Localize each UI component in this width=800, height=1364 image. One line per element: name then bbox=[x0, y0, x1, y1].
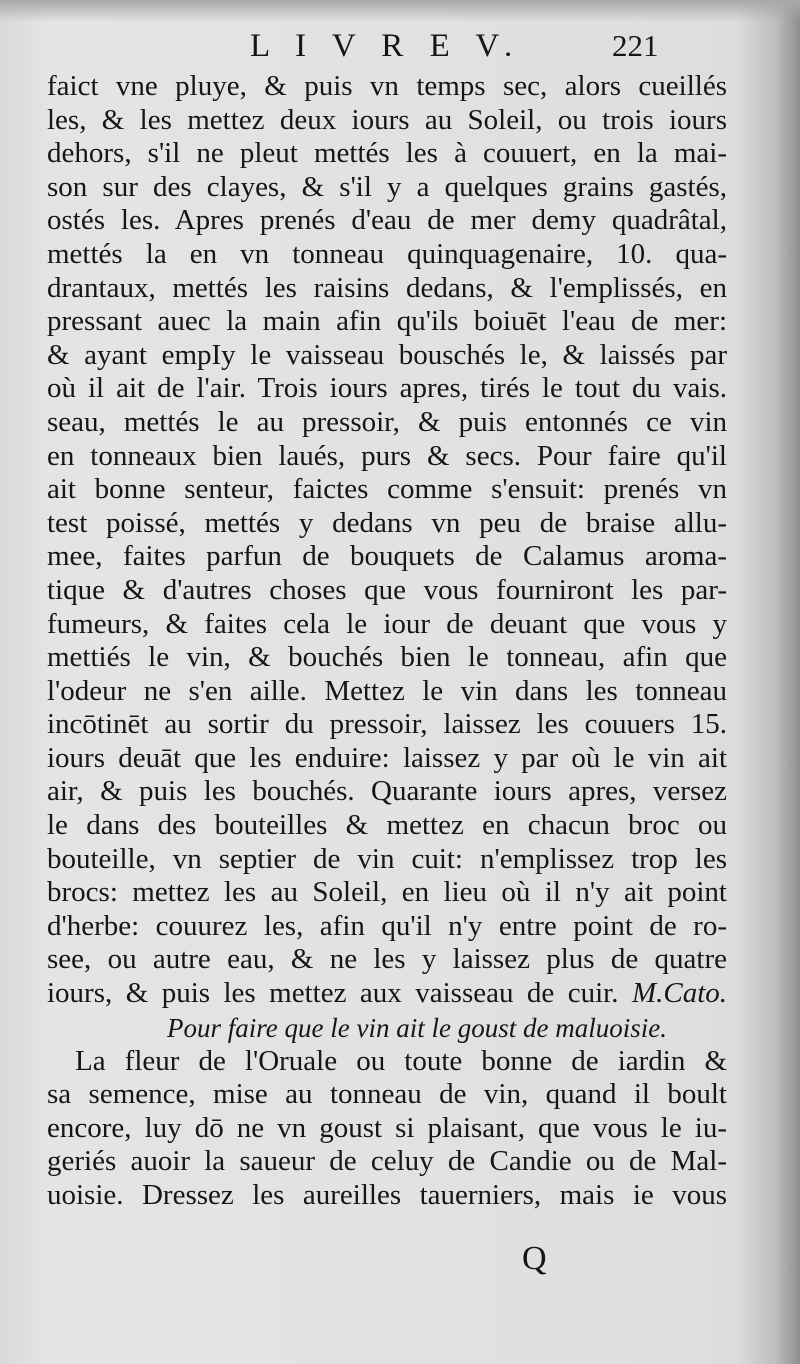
text-line: l'odeur ne s'en aille. Mettez le vin dans les tonneau bbox=[47, 674, 727, 707]
text-line: mee, faites parfun de bouquets de Calamus aroma- bbox=[47, 540, 727, 573]
text-line: faict vne pluye, & puis vn temps sec, alors cueillés bbox=[47, 70, 727, 102]
text-line: d'herbe: couurez les, afin qu'il n'y entre point de ro- bbox=[47, 909, 727, 942]
text-line: son sur des clayes, & s'il y a quelques grains gastés, bbox=[47, 170, 727, 203]
text-line-with-attribution bbox=[47, 977, 727, 1011]
text-line: ait bonne senteur, faictes comme s'ensuit: prenés vn bbox=[47, 473, 727, 506]
running-head bbox=[0, 28, 800, 68]
text-line: sa semence, mise au tonneau de vin, quand il boult bbox=[47, 1078, 727, 1111]
text-line: seau, mettés le au pressoir, & puis entonnés ce vin bbox=[47, 405, 727, 438]
text-line: drantaux, mettés les raisins dedans, & l'emplissés, en bbox=[47, 271, 727, 304]
running-title: L I V R E V. bbox=[250, 28, 522, 64]
text-line: brocs: mettez les au Soleil, en lieu où il n'y ait point bbox=[47, 876, 727, 909]
attribution: M.Cato. bbox=[631, 977, 727, 1010]
text-line-end: iours, & puis les mettez aux vaisseau de cuir. bbox=[47, 977, 619, 1010]
text-line: air, & puis les bouchés. Quarante iours apres, versez bbox=[47, 775, 727, 808]
text-line: uoisie. Dressez les aureilles tauerniers, mais ie vous bbox=[47, 1179, 727, 1211]
text-line: les, & les mettez deux iours au Soleil, ou trois iours bbox=[47, 103, 727, 136]
catchword: Q bbox=[522, 1240, 547, 1277]
text-line: La fleur de l'Oruale ou toute bonne de iardin & bbox=[75, 1044, 727, 1077]
text-line: dehors, s'il ne pleut mettés les à couuert, en la mai- bbox=[47, 137, 727, 170]
text-line: & ayant empIy le vaisseau bouschés le, & laissés par bbox=[47, 338, 727, 371]
text-line: iours deuāt que les enduire: laissez y par où le vin ait bbox=[47, 741, 727, 774]
text-line: tique & d'autres choses que vous fourniront les par- bbox=[47, 573, 727, 606]
page-number: 221 bbox=[612, 28, 659, 63]
text-line: fumeurs, & faites cela le iour de deuant que vous y bbox=[47, 607, 727, 640]
section-subtitle: Pour faire que le vin ait le goust de maluoisie. bbox=[167, 1012, 667, 1043]
text-line: pressant auec la main afin qu'ils boiuēt l'eau de mer: bbox=[47, 305, 727, 338]
text-line: où il ait de l'air. Trois iours apres, tirés le tout du vais. bbox=[47, 372, 727, 405]
text-line: test poissé, mettés y dedans vn peu de braise allu- bbox=[47, 506, 727, 539]
text-line: en tonneaux bien laués, purs & secs. Pour faire qu'il bbox=[47, 439, 727, 472]
text-line: see, ou autre eau, & ne les y laissez plus de quatre bbox=[47, 943, 727, 976]
body-text bbox=[47, 70, 727, 1213]
text-line: bouteille, vn septier de vin cuit: n'emplissez trop les bbox=[47, 842, 727, 875]
text-line: mettiés le vin, & bouchés bien le tonneau, afin que bbox=[47, 641, 727, 674]
text-line: geriés auoir la saueur de celuy de Candie ou de Mal- bbox=[47, 1145, 727, 1178]
text-line: mettés la en vn tonneau quinquagenaire, 10. qua- bbox=[47, 237, 727, 270]
text-line: incōtinēt au sortir du pressoir, laissez les couuers 15. bbox=[47, 708, 727, 741]
text-line: encore, luy dō ne vn goust si plaisant, que vous le iu- bbox=[47, 1111, 727, 1144]
text-line: ostés les. Apres prenés d'eau de mer demy quadrâtal, bbox=[47, 204, 727, 237]
text-line: le dans des bouteilles & mettez en chacun broc ou bbox=[47, 809, 727, 842]
